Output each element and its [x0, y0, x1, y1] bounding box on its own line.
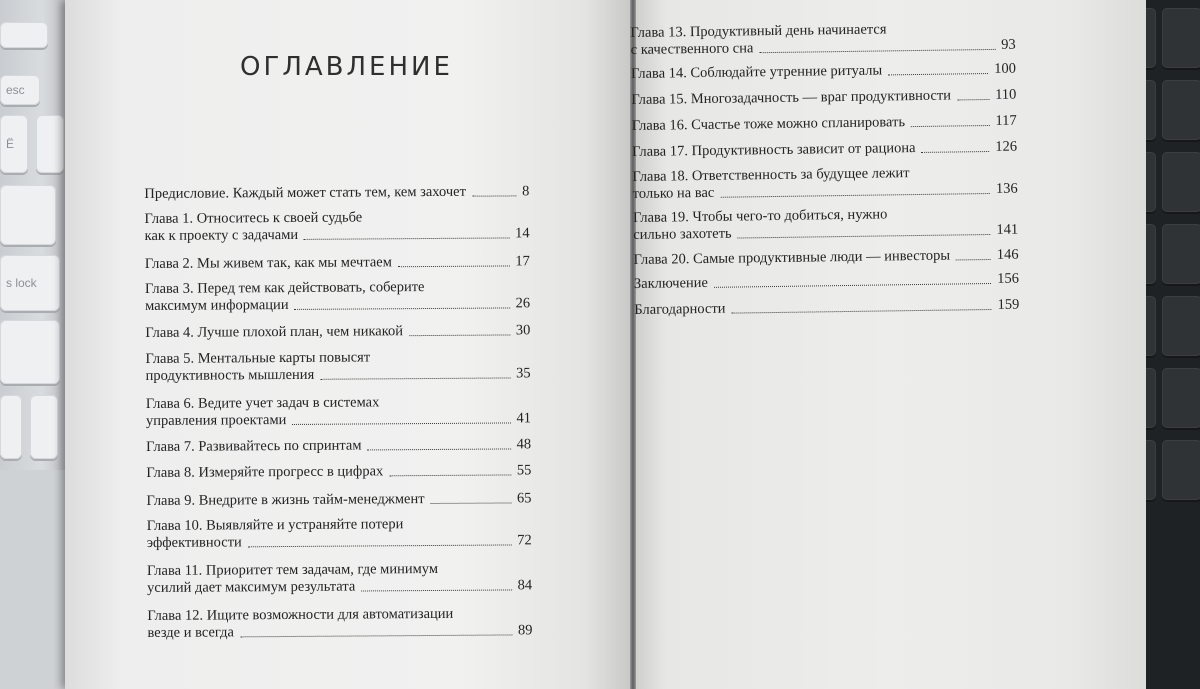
toc-entry	[146, 462, 531, 482]
toc-entry	[145, 322, 530, 342]
toc-entry-title-line: Глава 16. Счастье тоже можно спланировать	[631, 114, 906, 134]
toc-page-number: 17	[515, 253, 530, 270]
toc-entry-row	[146, 436, 531, 456]
toc-entry-title-line: Глава 15. Многозадачность — враг продуктивности	[631, 87, 952, 108]
toc-entry-title-line: как к проекту с задачами	[144, 226, 299, 244]
leader-dots	[472, 193, 516, 196]
toc-page-number: 72	[517, 532, 532, 549]
toc-entry-row	[146, 365, 531, 385]
toc-entry-title-line: Глава 5. Ментальные карты повысят	[145, 349, 371, 367]
toc-page-number: 14	[515, 225, 530, 242]
toc-page-number: 55	[516, 462, 532, 479]
toc-entry-title-line: Предисловие. Каждый может стать тем, кем захочет	[144, 183, 466, 202]
key-esc: esc	[0, 75, 40, 105]
toc-entry-title-line: Глава 8. Измеряйте прогресс в цифрах	[146, 463, 384, 481]
toc-entry-title-line: Заключение	[633, 274, 709, 292]
dark-key	[1162, 152, 1200, 212]
toc-entry-title-line: Глава 10. Выявляйте и устраняйте потери	[146, 516, 404, 534]
toc-entry-title-line: Глава 19. Чтобы чего-то добиться, нужно	[632, 206, 888, 226]
toc-title: ОГЛАВЛЕНИЕ	[240, 52, 453, 82]
toc-entry-title-line: эффективности	[146, 534, 242, 551]
toc-entry	[146, 393, 531, 430]
toc-entry	[146, 490, 531, 510]
toc-page-number: 30	[515, 322, 531, 339]
toc-entry-row	[145, 225, 530, 245]
toc-entry	[147, 515, 532, 552]
leader-dots	[888, 71, 988, 75]
toc-entry	[632, 164, 1017, 203]
toc-entry-title-line: Благодарности	[634, 300, 726, 318]
toc-page-number: 141	[996, 221, 1019, 238]
toc-page-number: 156	[997, 270, 1020, 287]
toc-entry	[145, 253, 530, 273]
leader-dots	[911, 123, 990, 127]
toc-entry-title-line: Глава 4. Лучше плохой план, чем никакой	[145, 323, 404, 341]
toc-entry-title-line: Глава 2. Мы живем так, как мы мечтаем	[144, 254, 392, 272]
leader-dots	[304, 235, 509, 239]
toc-entry-title-line: везде и всегда	[147, 624, 234, 641]
toc-page-number: 41	[516, 410, 531, 427]
toc-entry-title-line: Глава 12. Ищите возможности для автоматизации	[147, 605, 454, 624]
toc-entry-title-line: Глава 17. Продуктивность зависит от рациона	[632, 140, 916, 160]
toc-entry-row	[146, 462, 531, 482]
dark-key	[1162, 296, 1200, 356]
leader-dots	[956, 257, 991, 260]
toc-entry-title-line: Глава 6. Ведите учет задач в системах	[145, 394, 380, 412]
leader-dots	[368, 446, 511, 450]
toc-page-number: 93	[1001, 36, 1016, 53]
toc-entry-title-line: сильно захотеть	[633, 225, 732, 243]
toc-page-number: 100	[994, 60, 1017, 77]
toc-page-number: 65	[516, 490, 532, 507]
leader-dots	[361, 587, 511, 591]
toc-page-number: 84	[517, 577, 533, 594]
leader-dots	[732, 307, 992, 314]
toc-entry-row	[146, 410, 531, 430]
dark-key	[1162, 224, 1200, 284]
key-blank	[30, 395, 58, 459]
dark-key	[1162, 368, 1200, 428]
leader-dots	[409, 332, 510, 336]
toc-entry	[145, 278, 530, 315]
toc-page-number: 48	[516, 436, 532, 453]
toc-page-number: 146	[996, 246, 1019, 263]
leader-dots	[738, 232, 991, 239]
toc-entry-title-line: Глава 7. Развивайтесь по спринтам	[146, 437, 362, 455]
toc-page-number: 110	[995, 86, 1017, 103]
toc-entry-row	[147, 622, 532, 642]
key-blank	[0, 320, 60, 384]
toc-entry-title-line: Глава 11. Приоритет тем задачам, где минимум	[146, 560, 439, 579]
toc-entry-title-line: Глава 1. Относитесь к своей судьбе	[144, 209, 363, 227]
toc-entry-row	[147, 532, 532, 552]
toc-entry	[147, 560, 532, 597]
toc-entry-title-line: управления проектами	[145, 412, 287, 429]
toc-entry	[147, 605, 532, 642]
toc-entry-row	[147, 577, 532, 597]
toc-entry-title-line: Глава 3. Перед тем как действовать, соберите	[144, 279, 425, 297]
toc-entry-title-line: усилий дает максимум результата	[147, 578, 356, 596]
toc-entry-title-line: продуктивность мышления	[145, 366, 315, 384]
toc-entry-title-line: Глава 20. Самые продуктивные люди — инвесторы	[633, 247, 951, 268]
leader-dots	[714, 281, 991, 288]
toc-entry	[633, 205, 1018, 244]
toc-entry-row	[145, 322, 530, 342]
leader-dots	[248, 542, 512, 547]
toc-entry-title-line: Глава 18. Ответственность за будущее лежит	[632, 165, 910, 185]
leader-dots	[292, 420, 510, 425]
toc-entry-row	[146, 490, 531, 510]
key-blank	[0, 185, 56, 245]
toc-entry-title-line: Глава 14. Соблюдайте утренние ритуалы	[630, 62, 883, 82]
dark-key	[1162, 80, 1200, 140]
toc-entry-row	[144, 183, 529, 203]
leader-dots	[398, 263, 509, 267]
key-blank	[0, 22, 48, 48]
leader-dots	[922, 149, 990, 153]
leader-dots	[295, 305, 510, 310]
toc-entry	[145, 348, 530, 385]
dark-key	[1162, 8, 1200, 68]
toc-entry	[144, 183, 529, 203]
key-yo: Ё	[0, 115, 28, 173]
toc-page-number: 159	[997, 296, 1020, 313]
leader-dots	[759, 47, 995, 53]
toc-page-number: 35	[516, 365, 531, 382]
toc-entry-title-line: максимум информации	[145, 296, 289, 314]
toc-page-number: 126	[995, 138, 1018, 155]
leader-dots	[720, 191, 990, 198]
key-blank	[0, 395, 22, 459]
toc-entry	[144, 208, 529, 245]
leader-dots	[320, 375, 510, 379]
toc-entry-title-line: с качественного сна	[630, 40, 754, 58]
toc-entry	[630, 20, 1015, 59]
toc-page-number: 8	[522, 183, 530, 200]
toc-page-number: 136	[995, 180, 1018, 197]
toc-entry-row	[145, 253, 530, 273]
leader-dots	[957, 97, 989, 100]
toc-entry-title-line: только на вас	[632, 184, 715, 202]
dark-key	[1162, 440, 1200, 500]
toc-page-number: 117	[995, 112, 1017, 129]
toc-entry	[146, 436, 531, 456]
toc-entry-row	[145, 295, 530, 315]
leader-dots	[431, 500, 511, 504]
toc-entry-title-line: Глава 13. Продуктивный день начинается	[630, 21, 887, 41]
toc-page-number: 26	[515, 295, 531, 312]
leader-dots	[389, 472, 511, 476]
toc-entry-title-line: Глава 9. Внедрите в жизнь тайм-менеджмент	[146, 491, 425, 509]
toc-page-number: 89	[517, 622, 533, 639]
leader-dots	[240, 632, 512, 637]
key-caps-lock: s lock	[0, 255, 60, 311]
